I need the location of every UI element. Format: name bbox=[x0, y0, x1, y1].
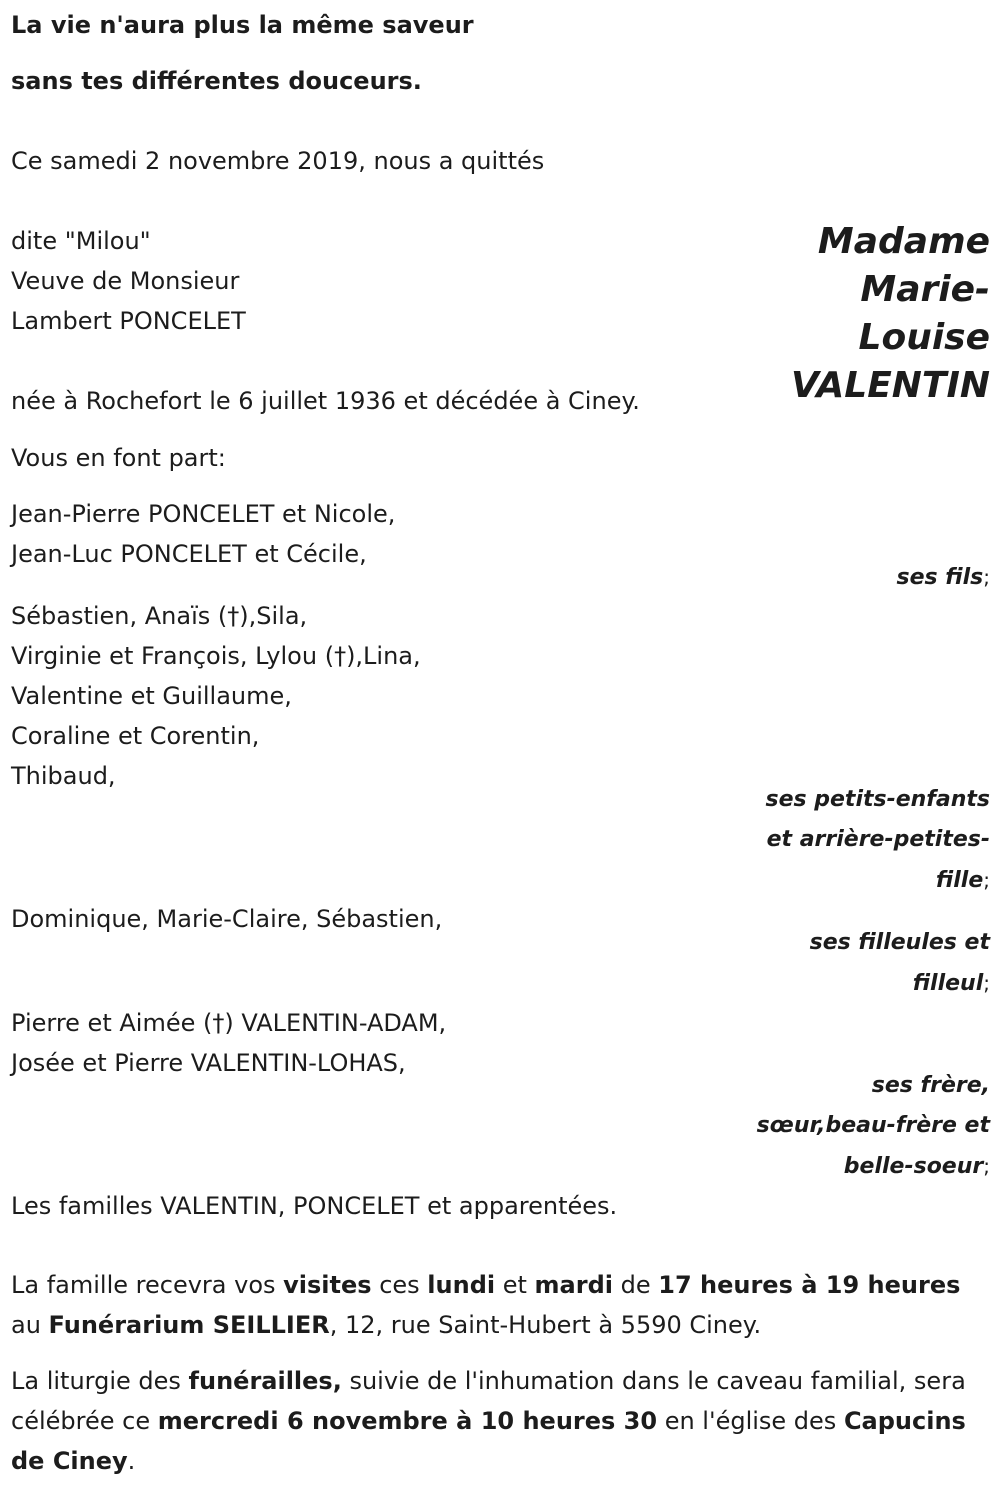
deceased-first-name-1: Marie- bbox=[860, 269, 990, 310]
sons-names bbox=[11, 494, 395, 574]
relation-label: ses fils bbox=[896, 565, 984, 590]
deceased-name bbox=[791, 218, 990, 410]
funeral-home: Funérarium SEILLIER bbox=[48, 1311, 330, 1339]
list-item: Pierre et Aimée (†) VALENTIN-ADAM, bbox=[11, 1009, 447, 1037]
separator: ; bbox=[983, 1154, 990, 1178]
visits-hours: 17 heures à 19 heures bbox=[658, 1271, 961, 1299]
funeral-home-address: , 12, rue Saint-Hubert à 5590 Ciney. bbox=[329, 1311, 762, 1339]
relation-label: filleul bbox=[912, 971, 984, 996]
relation-label: et arrière-petites- bbox=[766, 827, 990, 852]
deceased-first-name-2: Louise bbox=[858, 317, 990, 358]
relation-label: ses filleules et bbox=[809, 930, 990, 955]
liturgy-text: suivie de l'inhumation dans le caveau familial, sera célébrée ce bbox=[11, 1367, 966, 1435]
relation-label: fille bbox=[935, 868, 984, 893]
list-item: Coraline et Corentin, bbox=[11, 722, 260, 750]
liturgy-text: en l'église des bbox=[657, 1407, 844, 1435]
deceased-last-name: VALENTIN bbox=[790, 365, 990, 406]
separator: ; bbox=[983, 971, 990, 995]
godchildren-relation bbox=[810, 923, 990, 1004]
relation-label: belle-soeur bbox=[843, 1154, 984, 1179]
list-item: Jean-Luc PONCELET et Cécile, bbox=[11, 540, 367, 568]
epigraph-line-1: La vie n'aura plus la même saveur bbox=[11, 11, 474, 39]
godchildren-names bbox=[11, 899, 442, 939]
visits-text: et bbox=[495, 1271, 535, 1299]
birth-death: née à Rochefort le 6 juillet 1936 et décédée à Ciney. bbox=[11, 387, 640, 415]
grandchildren-relation bbox=[765, 780, 990, 901]
sons-relation bbox=[897, 557, 990, 598]
intro-text: Ce samedi 2 novembre 2019, nous a quittés bbox=[11, 147, 545, 175]
liturgy-text: La liturgie des bbox=[11, 1367, 189, 1395]
widow-line-2: Lambert PONCELET bbox=[11, 307, 246, 335]
siblings-names bbox=[11, 1003, 446, 1083]
widow-line-1: Veuve de Monsieur bbox=[11, 267, 240, 295]
visits-paragraph bbox=[11, 1265, 991, 1345]
church-name: Capucins de Ciney bbox=[11, 1407, 966, 1475]
announce-text: Vous en font part: bbox=[11, 444, 226, 472]
siblings-relation bbox=[757, 1066, 990, 1187]
relation-label: sœur,beau-frère et bbox=[756, 1113, 990, 1138]
liturgy-text: . bbox=[127, 1447, 136, 1475]
nickname: dite "Milou" bbox=[11, 227, 151, 255]
list-item: Valentine et Guillaume, bbox=[11, 682, 292, 710]
separator: ; bbox=[983, 868, 990, 892]
list-item: Virginie et François, Lylou (†),Lina, bbox=[11, 642, 421, 670]
list-item: Josée et Pierre VALENTIN-LOHAS, bbox=[11, 1049, 406, 1077]
visits-text: au bbox=[11, 1311, 49, 1339]
funeral-datetime: mercredi 6 novembre à 10 heures 30 bbox=[157, 1407, 658, 1435]
visits-day-1: lundi bbox=[427, 1271, 496, 1299]
relation-label: ses frère, bbox=[871, 1073, 990, 1098]
visits-label: visites bbox=[283, 1271, 372, 1299]
visits-day-2: mardi bbox=[534, 1271, 613, 1299]
list-item: Thibaud, bbox=[11, 762, 116, 790]
epigraph-line-2: sans tes différentes douceurs. bbox=[11, 67, 422, 95]
visits-text: de bbox=[613, 1271, 659, 1299]
liturgy-paragraph bbox=[11, 1361, 991, 1481]
visits-text: La famille recevra vos bbox=[11, 1271, 284, 1299]
list-item: Jean-Pierre PONCELET et Nicole, bbox=[11, 500, 396, 528]
visits-text: ces bbox=[371, 1271, 428, 1299]
families-text: Les familles VALENTIN, PONCELET et apparentées. bbox=[11, 1192, 618, 1220]
list-item: Dominique, Marie-Claire, Sébastien, bbox=[11, 905, 443, 933]
list-item: Sébastien, Anaïs (†),Sila, bbox=[11, 602, 308, 630]
separator: ; bbox=[983, 565, 990, 589]
deceased-details bbox=[11, 221, 246, 341]
deceased-title: Madame bbox=[817, 221, 990, 262]
relation-label: ses petits-enfants bbox=[765, 787, 990, 812]
funeral-label: funérailles, bbox=[188, 1367, 342, 1395]
grandchildren-names bbox=[11, 596, 421, 796]
